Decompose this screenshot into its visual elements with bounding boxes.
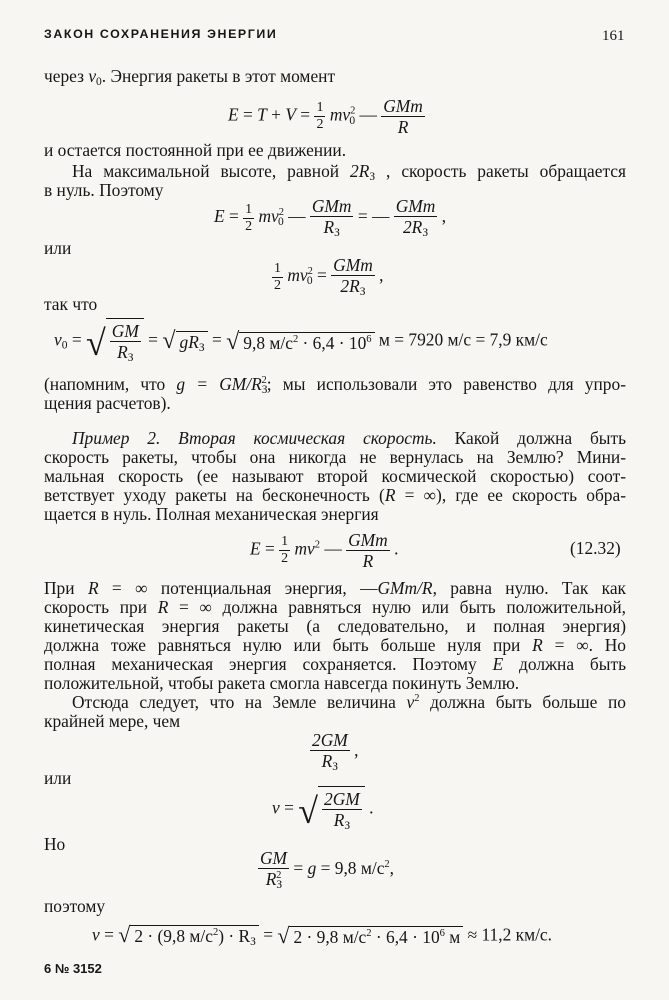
equation-12-32: E = $\frac{1}{2}$ $mv^2$ — $\frac{\text{GMm}}{R}$ . — [250, 530, 399, 572]
equation-2gm-r: $\frac{2GM}{R_З}$ , — [312, 730, 359, 774]
equation-energy: E = T + V = $\frac{1}{2}$ $mv^2_0$ — $\frac{\text{GMm}}{R}$ — [228, 96, 423, 138]
text-line: Отсюда следует, что на Земле величина $v^2$ должна быть больше по — [72, 692, 626, 712]
text-line: щения расчетов). — [44, 393, 171, 413]
equation-final: v = √ 2 · (9,8 $м/с^2) \cdot R_З$ = √ 2 · 9,8 $м/с^2 \cdot 6,4 \cdot 10^6$ м ≈ 11,2 км/с. — [92, 922, 552, 949]
printer-signature: 6 № 3152 — [44, 961, 102, 976]
text-line: через $v_0$. Энергия ракеты в этот момент — [44, 66, 336, 88]
running-header: ЗАКОН СОХРАНЕНИЯ ЭНЕРГИИ — [44, 27, 278, 41]
text-line: Пример 2. Вторая космическая скорость. Какой должна быть — [72, 428, 627, 448]
equation-escape-velocity: v = √ $\frac{2GM}{R_З}$ . — [272, 786, 373, 833]
text-line: На максимальной высоте, равной $2R_З$ , скорость ракеты обращается — [72, 161, 626, 183]
text-line: или — [44, 238, 72, 258]
text-line: кинетическая энергия ракеты (а следовательно, и полная энергия) — [44, 616, 626, 636]
page-number: 161 — [602, 28, 625, 44]
text-line: крайней мере, чем — [44, 711, 181, 731]
text-line: полная механическая энергия сохраняется. Поэтому E должна быть — [44, 654, 626, 674]
equation-g: $\frac{GM}{R_З^2}$ = g = 9,8 $м/с^2$, — [260, 848, 395, 892]
text-line: Но — [44, 834, 66, 854]
equation-max-height: E = $\frac{1}{2}$ $mv^2_0$ — $\frac{\text{GMm}}{R_З}$ = — $\frac{\text{GMm}}{2R_З}$ , — [214, 196, 447, 240]
text-line: При R = ∞ потенциальная энергия, —GMm/R, равна нулю. Так как — [44, 578, 626, 598]
equation-number: (12.32) — [570, 538, 621, 558]
text-line: скорость ракеты, чтобы она никогда не вернулась на Землю? Мини- — [44, 447, 626, 467]
text-line: должна тоже равняться нулю или быть больше нуля при R = ∞. Но — [44, 635, 626, 655]
text-line: ветствует уходу ракеты на бесконечность (R = ∞), где ее скорость обра- — [44, 485, 626, 505]
text-line: или — [44, 768, 72, 788]
text-line: мальная скорость (ее называют второй космической скоростью) соот- — [44, 466, 626, 486]
text-line: щается в нуль. Полная механическая энергия — [44, 504, 379, 524]
equation-v0: $v_0$ = √ $\frac{GM}{R_З}$ = √ $gR_З$ = √ 9,8 $м/с^2 \cdot 6,4 \cdot 10^6$ м = 7920 м/с = 7,9 км/с — [54, 318, 548, 365]
text-line: поэтому — [44, 896, 106, 916]
text-line: и остается постоянной при ее движении. — [44, 140, 347, 160]
text-line: (напомним, что $g = GM/R_З^2$; мы использовали это равенство для упро- — [44, 374, 626, 396]
text-line: так что — [44, 294, 98, 314]
text-line: положительной, чтобы ракета смогла навсегда покинуть Землю. — [44, 673, 520, 693]
text-line: в нуль. Поэтому — [44, 180, 164, 200]
text-line: скорость при R = ∞ должна равняться нулю или быть положительной, — [44, 597, 626, 617]
equation-kinetic: $\frac{1}{2}$ $mv^2_0$ = $\frac{\text{GMm}}{2R_З}$ , — [274, 255, 384, 299]
